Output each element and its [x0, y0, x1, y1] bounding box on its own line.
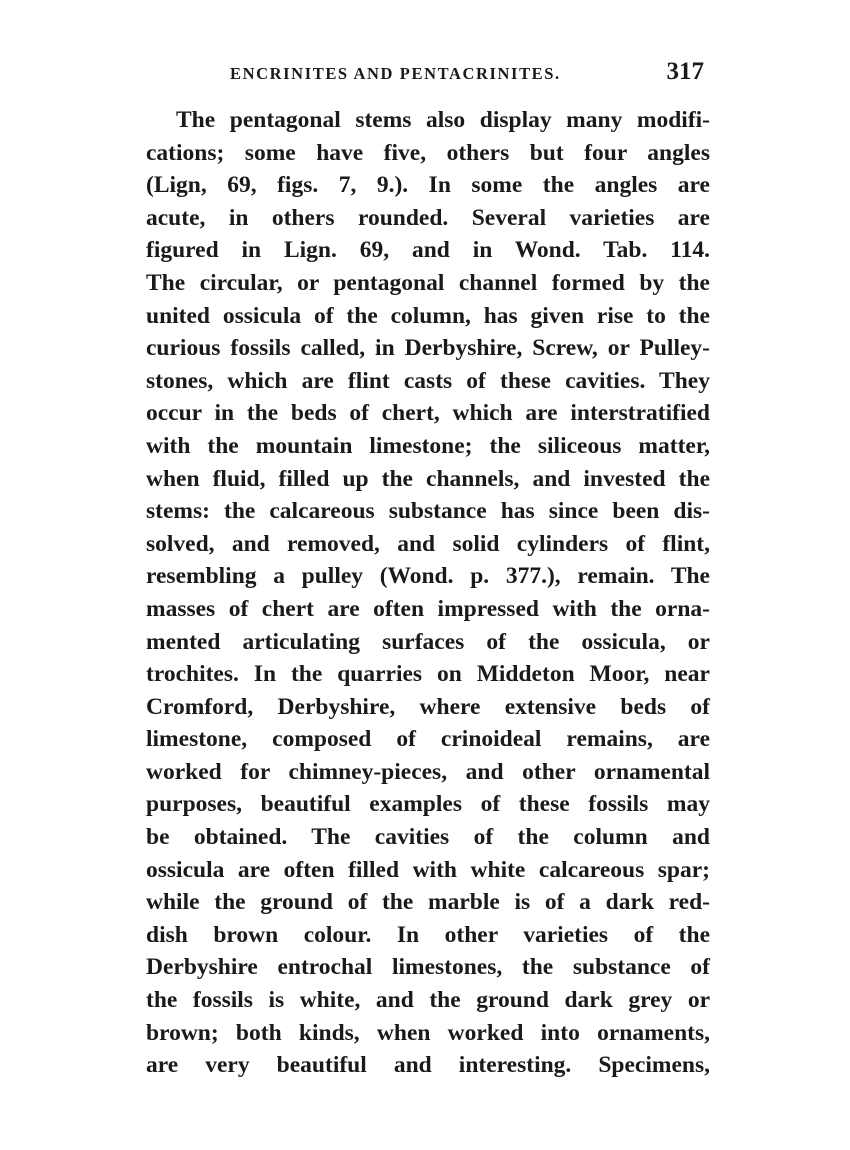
text-line: acute, in others rounded. Several varieties are	[146, 204, 710, 231]
text-line: dish brown colour. In other varieties of the	[146, 921, 710, 948]
text-line: ossicula are often filled with white calcareous spar;	[146, 856, 710, 883]
text-line: solved, and removed, and solid cylinders of flint,	[146, 530, 710, 557]
text-line: be obtained. The cavities of the column and	[146, 824, 710, 851]
text-line: with the mountain limestone; the siliceous matter,	[146, 432, 710, 459]
text-line: cations; some have five, others but four angles	[146, 139, 710, 166]
running-head	[146, 58, 710, 90]
text-line: stems: the calcareous substance has since been dis-	[146, 498, 710, 525]
text-line: The circular, or pentagonal channel formed by the	[146, 269, 710, 296]
running-title: ENCRINITES AND PENTACRINITES.	[230, 64, 561, 83]
text-line: united ossicula of the column, has given rise to the	[146, 302, 710, 329]
text-line: The pentagonal stems also display many modifi-	[176, 107, 710, 133]
text-line: are very beautiful and interesting. Specimens,	[146, 1052, 710, 1079]
body-paragraph	[146, 104, 710, 1082]
text-line: brown; both kinds, when worked into ornaments,	[146, 1019, 710, 1046]
text-line: while the ground of the marble is of a dark red-	[146, 889, 710, 916]
text-line: resembling a pulley (Wond. p. 377.), remain. The	[146, 563, 710, 590]
text-line: worked for chimney-pieces, and other ornamental	[146, 758, 710, 785]
text-line: limestone, composed of crinoideal remains, are	[146, 726, 710, 753]
text-line: when fluid, filled up the channels, and invested the	[146, 465, 710, 492]
page-number: 317	[666, 58, 704, 85]
text-line: figured in Lign. 69, and in Wond. Tab. 114.	[146, 237, 710, 264]
text-line: purposes, beautiful examples of these fossils may	[146, 791, 710, 818]
text-line: occur in the beds of chert, which are interstratified	[146, 400, 710, 427]
text-line: curious fossils called, in Derbyshire, Screw, or Pulley-	[146, 335, 710, 362]
text-line: trochites. In the quarries on Middeton Moor, near	[146, 661, 710, 688]
text-line: Cromford, Derbyshire, where extensive beds of	[146, 693, 710, 720]
text-line: the fossils is white, and the ground dark grey or	[146, 987, 710, 1014]
text-line: (Lign, 69, figs. 7, 9.). In some the angles are	[146, 172, 710, 199]
text-line: masses of chert are often impressed with the orna-	[146, 595, 710, 622]
text-line: stones, which are flint casts of these cavities. They	[146, 367, 710, 394]
text-line: Derbyshire entrochal limestones, the substance of	[146, 954, 710, 981]
text-line: mented articulating surfaces of the ossicula, or	[146, 628, 710, 655]
